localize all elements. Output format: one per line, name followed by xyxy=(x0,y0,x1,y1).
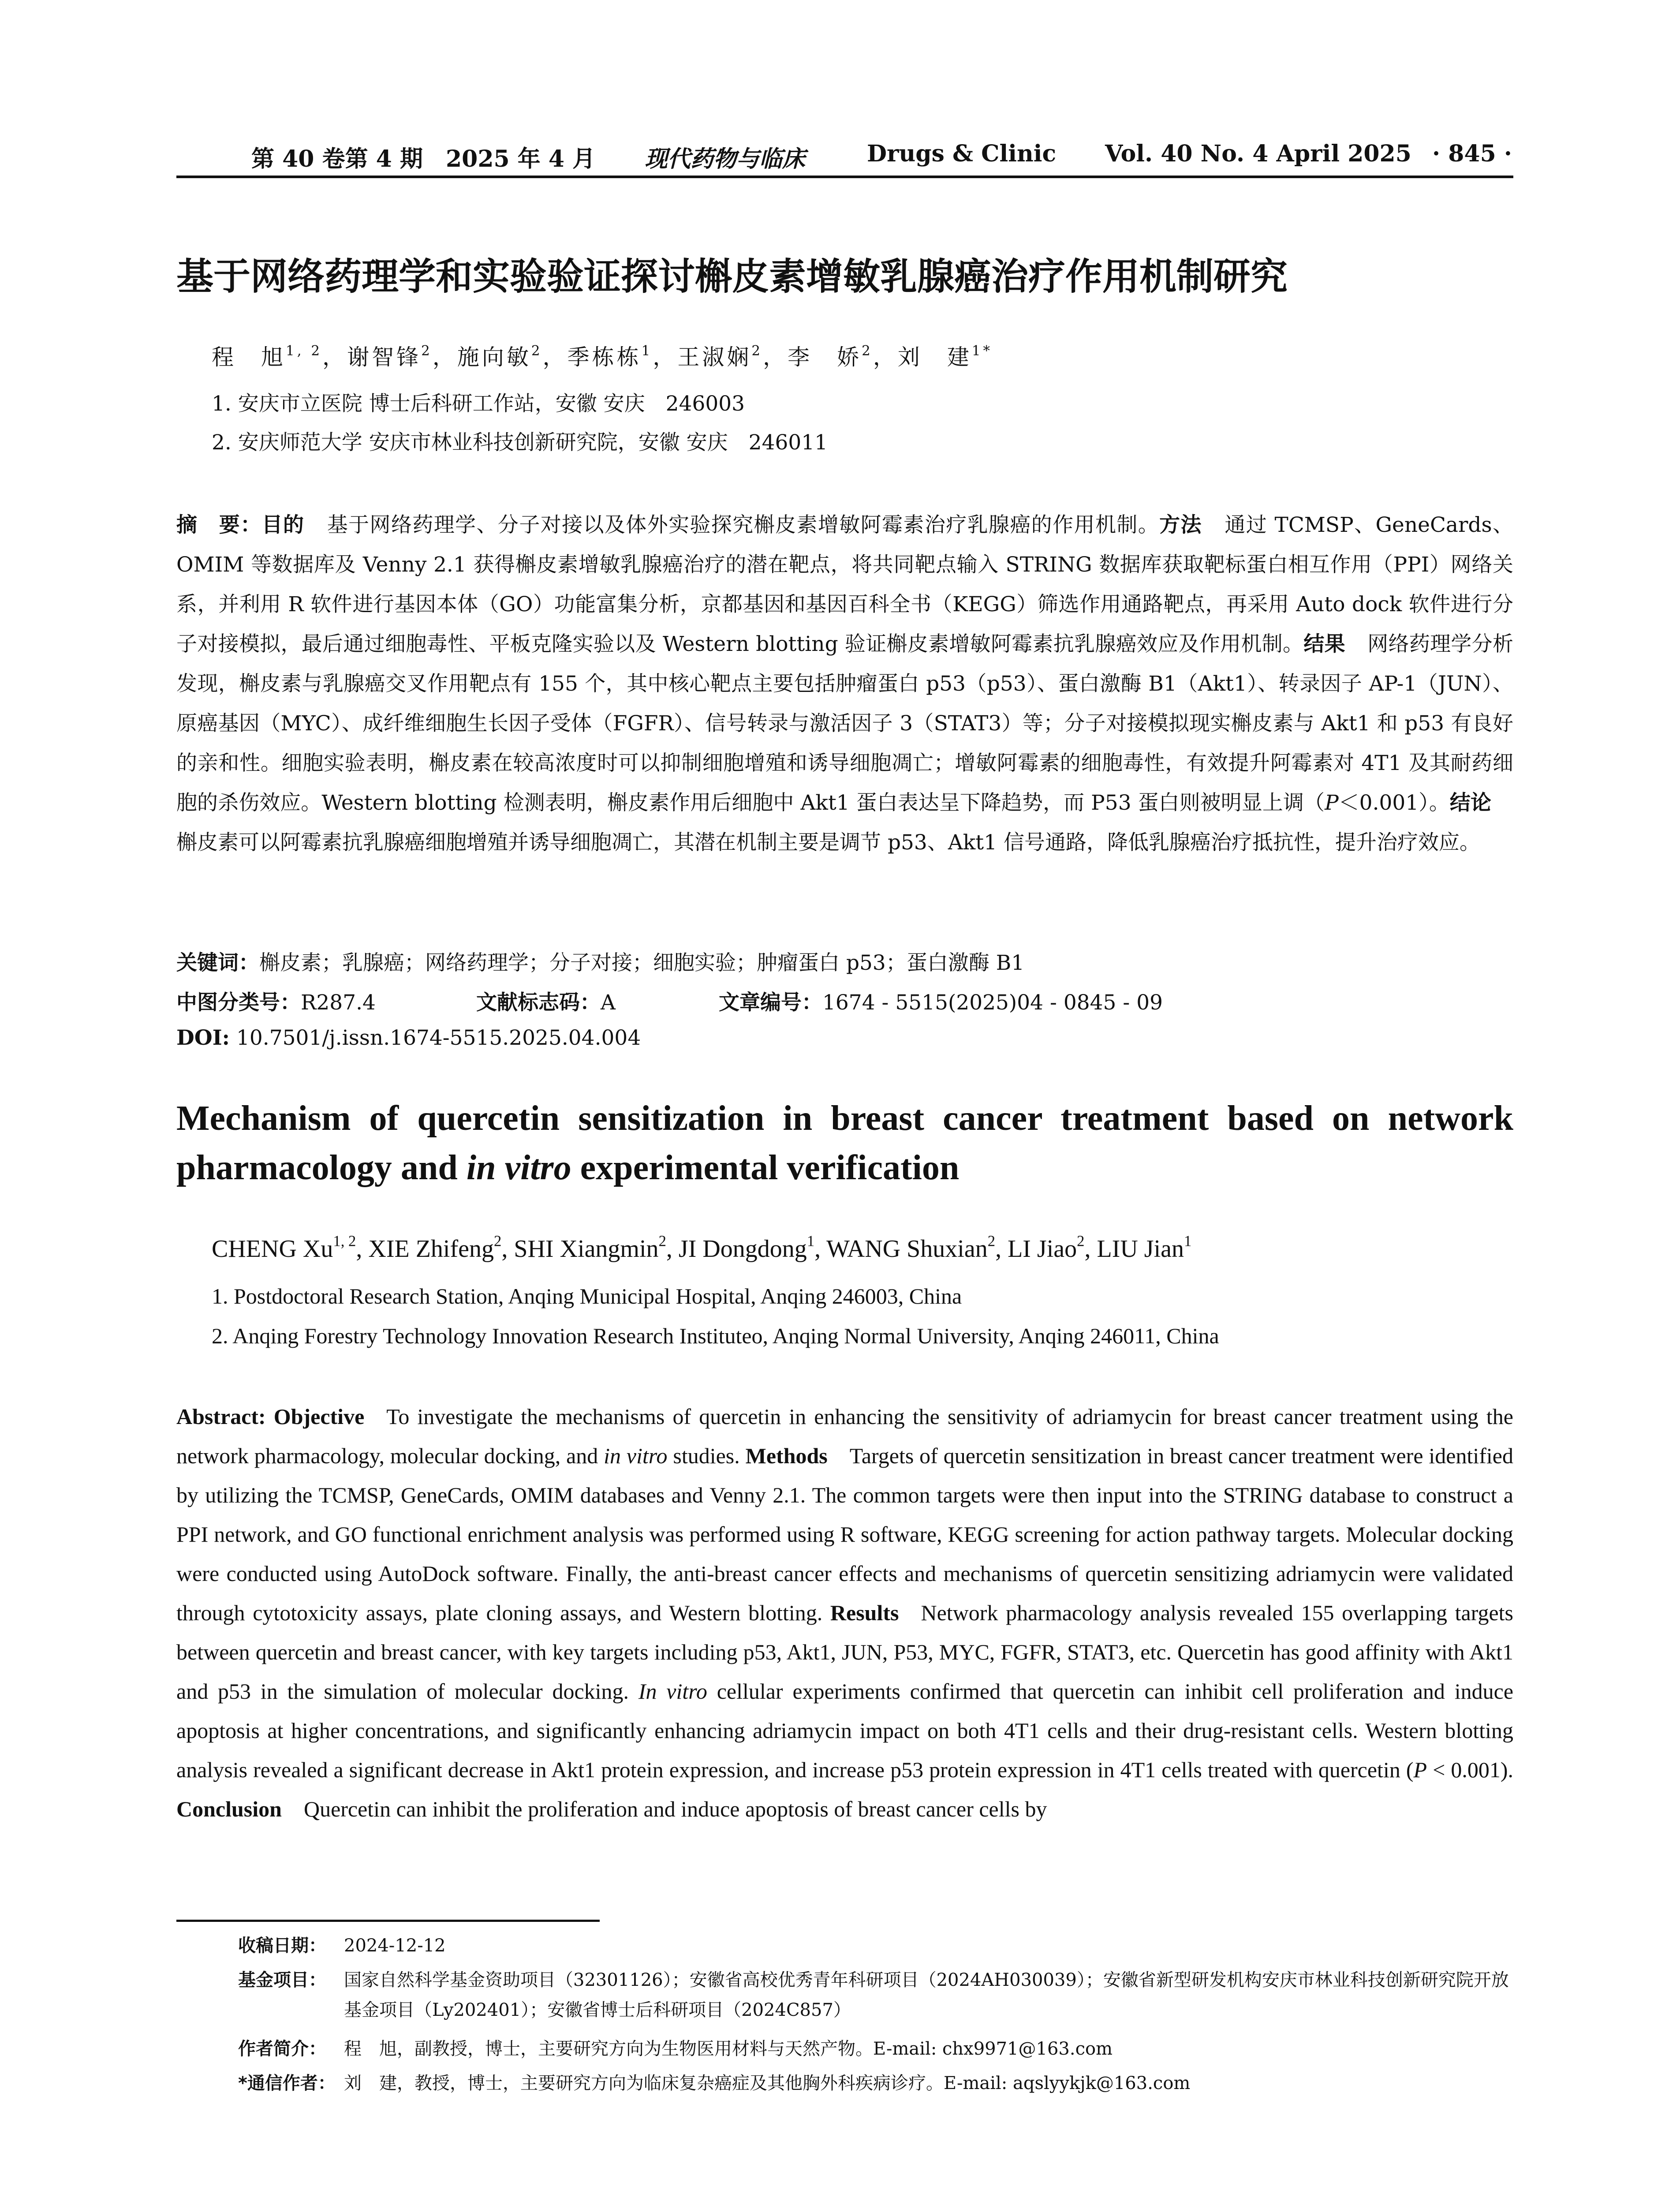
corresponding-text: 刘 建，教授，博士，主要研究方向为临床复杂癌症及其他胸外科疾病诊疗。E-mail: aqslyykjk@163.com xyxy=(344,2073,1191,2093)
cn-author-sep: ， xyxy=(763,344,788,370)
en-results-text: Network pharmacology analysis revealed 155 overlapping targets between quercetin and breast cancer, with key targets including p53, Akt1, JUN, P53, MYC, FGFR, STAT3, etc. Quercetin has good affinity with Akt1 and p53 in the simulation of molecular docking. xyxy=(176,1600,1513,1704)
cn-abstract-label: 摘 要： xyxy=(176,513,262,537)
cn-results-label: 结果 xyxy=(1303,632,1345,656)
en-author-affil: 2 xyxy=(658,1232,666,1250)
cn-results-text: 网络药理学分析发现，槲皮素与乳腺癌交叉作用靶点有 155 个，其中核心靶点主要包括肿瘤蛋白 p53（p53）、蛋白激酶 B1（Akt1）、转录因子 AP-1（JUN）、原癌基因（MYC）、成纤维细胞生长因子受体（FGFR）、信号转录与激活因子 3（STAT3）等；分子对接模拟现实槲皮素与 Akt1 和 p53 有良好的亲和性。细胞实验表明，槲皮素在较高浓度时可以抑制细胞增殖和诱导细胞凋亡；增敏阿霉素的细胞毒性，有效提升阿霉素对 4T1 及其耐药细胞的杀伤效应。Western blotting 检测表明，槲皮素作用后细胞中 Akt1 蛋白表达呈下降趋势，而 P53 蛋白则被明显上调（ xyxy=(176,632,1514,815)
en-title xyxy=(176,1094,1513,1192)
cn-author-sep: ， xyxy=(542,344,567,370)
cn-doc-code-label: 文献标志码： xyxy=(476,990,601,1015)
footnote-author xyxy=(238,2034,1517,2064)
cn-keywords-label: 关键词： xyxy=(176,951,259,975)
en-title-text-end: experimental verification xyxy=(580,1148,959,1187)
cn-methods-label: 方法 xyxy=(1159,513,1202,537)
footnote-corresponding xyxy=(238,2068,1517,2098)
cn-author-affil: 1* xyxy=(971,343,993,359)
en-methods-label: Methods xyxy=(745,1443,828,1468)
en-author-sep: , xyxy=(995,1235,1008,1263)
cn-doi: 10.7501/j.issn.1674-5515.2025.04.004 xyxy=(236,1026,641,1050)
en-title-text: Mechanism of quercetin sensitization in breast cancer treatment based on network pharmacology and xyxy=(176,1099,1513,1187)
en-author-affil: 2 xyxy=(1077,1232,1085,1250)
cn-author: 季栋栋 xyxy=(567,344,642,370)
en-results-italic: In vitro xyxy=(638,1679,707,1704)
cn-author-sep: ， xyxy=(432,344,457,370)
cn-author: 王淑娴 xyxy=(677,344,752,370)
en-results-text-end: < 0.001). xyxy=(1433,1757,1514,1782)
corresponding-label: *通信作者： xyxy=(238,2073,336,2093)
cn-clc-label: 中图分类号： xyxy=(176,990,301,1015)
cn-author: 刘 建 xyxy=(897,344,972,370)
cn-author-sep: ， xyxy=(873,344,898,370)
cn-author-sep: ， xyxy=(322,344,347,370)
en-conclusion-text: Quercetin can inhibit the proliferation and induce apoptosis of breast cancer cells by xyxy=(303,1797,1047,1821)
en-methods-text: Targets of quercetin sensitization in breast cancer treatment were identified by utilizing the TCMSP, GeneCards, OMIM databases and Venny 2.1. The common targets were then input into the STRING database to construct a PPI network, and GO functional enrichment analysis was performed using R software, KEGG screening for action pathway targets. Molecular docking were conducted using AutoDock software. Finally, the anti-breast cancer effects and mechanisms of quercetin sensitizing adriamycin were validated through cytotoxicity assays, plate cloning assays, and Western blotting. xyxy=(176,1443,1513,1625)
en-abstract xyxy=(176,1397,1513,1829)
en-author: CHENG Xu xyxy=(212,1235,333,1263)
en-author-sep: , xyxy=(501,1235,514,1263)
cn-author-affil: 2 xyxy=(862,343,873,359)
cn-author: 李 娇 xyxy=(788,344,862,370)
en-author-sep: , xyxy=(1084,1235,1097,1263)
en-objective-text-end: studies. xyxy=(673,1443,740,1468)
cn-author: 谢智锋 xyxy=(347,344,422,370)
cn-author: 程 旭 xyxy=(212,344,286,370)
cn-author-affil: 2 xyxy=(421,343,433,359)
footnote-fund xyxy=(238,1965,1517,2025)
en-author: JI Dongdong xyxy=(678,1235,807,1263)
en-affiliation-1: 1. Postdoctoral Research Station, Anqing Municipal Hospital, Anqing 246003, China xyxy=(212,1284,962,1308)
en-results-p: P xyxy=(1413,1757,1427,1782)
en-conclusion-label: Conclusion xyxy=(176,1797,282,1821)
fund-text: 国家自然科学基金资助项目（32301126）；安徽省高校优秀青年科研项目（2024AH030039）；安徽省新型研发机构安庆市林业科技创新研究院开放基金项目（Ly202401）；安徽省博士后科研项目（2024C857） xyxy=(344,1970,1509,2020)
cn-article-no-line xyxy=(719,986,1163,1016)
footnote-rule xyxy=(176,1920,600,1922)
en-author-affil: 1 xyxy=(1184,1232,1192,1250)
cn-conclusion-label: 结论 xyxy=(1449,791,1491,815)
en-author-sep: , xyxy=(814,1235,827,1263)
en-affiliation-2: 2. Anqing Forestry Technology Innovation Research Instituteo, Anqing Normal University, Anqing 246011, China xyxy=(212,1323,1219,1348)
cn-conclusion-text: 槲皮素可以阿霉素抗乳腺癌细胞增殖并诱导细胞凋亡，其潜在机制主要是调节 p53、Akt1 信号通路，降低乳腺癌治疗抵抗性，提升治疗效应。 xyxy=(176,830,1480,855)
en-results-label: Results xyxy=(830,1600,899,1625)
en-objective-label: Objective xyxy=(273,1404,365,1429)
author-text: 程 旭，副教授，博士，主要研究方向为生物医用材料与天然产物。E-mail: chx9971@163.com xyxy=(344,2039,1113,2059)
cn-keywords-line xyxy=(176,946,1024,976)
en-abstract-label: Abstract: xyxy=(176,1404,266,1429)
en-author: LIU Jian xyxy=(1097,1235,1184,1263)
cn-methods-text: 通过 TCMSP、GeneCards、OMIM 等数据库及 Venny 2.1 获得槲皮素增敏乳腺癌治疗的潜在靶点，将共同靶点输入 STRING 数据库获取靶标蛋白相互作用（PPI）网络关系，并利用 R 软件进行基因本体（GO）功能富集分析，京都基因和基因百科全书（KEGG）筛选作用通路靶点，再采用 Auto dock 软件进行分子对接模拟，最后通过细胞毒性、平板克隆实验以及 Western blotting 验证槲皮素增敏阿霉素抗乳腺癌效应及作用机制。 xyxy=(176,513,1514,656)
fund-label: 基金项目： xyxy=(238,1970,326,1990)
header-journal-en: Drugs & Clinic xyxy=(867,140,1057,167)
cn-objective-text: 基于网络药理学、分子对接以及体外实验探究槲皮素增敏阿霉素治疗乳腺癌的作用机制。 xyxy=(326,513,1160,537)
cn-affiliation-2: 2. 安庆师范大学 安庆市林业科技创新研究院，安徽 安庆 246011 xyxy=(212,430,828,455)
cn-article-no-label: 文章编号： xyxy=(719,990,822,1015)
en-author: LI Jiao xyxy=(1008,1235,1077,1263)
author-label: 作者简介： xyxy=(238,2039,326,2059)
header-issue-en: Vol. 40 No. 4 April 2025 xyxy=(1105,140,1411,167)
cn-author-affil: 2 xyxy=(531,343,543,359)
cn-author-affil: 1, 2 xyxy=(286,343,323,359)
cn-keywords: 槲皮素；乳腺癌；网络药理学；分子对接；细胞实验；肿瘤蛋白 p53；蛋白激酶 B1 xyxy=(259,951,1025,975)
en-author-affil: 1 xyxy=(806,1232,815,1250)
en-author-affil: 2 xyxy=(493,1232,502,1250)
en-objective-text: To investigate the mechanisms of quercetin in enhancing the sensitivity of adriamycin for breast cancer treatment using the network pharmacology, molecular docking, and xyxy=(176,1404,1513,1468)
cn-authors xyxy=(212,340,993,371)
cn-results-p: P xyxy=(1325,791,1339,815)
header-journal-cn: 现代药物与临床 xyxy=(645,146,806,172)
cn-affiliation-1: 1. 安庆市立医院 博士后科研工作站，安徽 安庆 246003 xyxy=(212,392,745,416)
en-author: XIE Zhifeng xyxy=(368,1235,494,1263)
cn-clc: R287.4 xyxy=(301,990,376,1015)
cn-results-text-end: ＜0.001）。 xyxy=(1338,791,1450,815)
en-authors xyxy=(212,1232,1192,1263)
cn-title: 基于网络药理学和实验验证探讨槲皮素增敏乳腺癌治疗作用机制研究 xyxy=(176,255,1288,298)
cn-classification-line xyxy=(176,986,376,1016)
cn-author: 施向敏 xyxy=(457,344,531,370)
cn-doc-code-line xyxy=(476,986,616,1016)
received-label: 收稿日期： xyxy=(238,1936,326,1956)
cn-doc-code: A xyxy=(601,990,616,1015)
en-title-italic: in vitro xyxy=(466,1148,571,1187)
cn-author-affil: 2 xyxy=(751,343,763,359)
cn-doi-label: DOI: xyxy=(176,1026,230,1050)
header-issue-cn: 第 40 卷第 4 期 2025 年 4 月 xyxy=(251,146,596,172)
en-author-sep: , xyxy=(356,1235,369,1263)
en-author-affil: 1, 2 xyxy=(333,1232,356,1250)
cn-doi-line xyxy=(176,1026,641,1050)
en-author-affil: 2 xyxy=(987,1232,996,1250)
en-author: WANG Shuxian xyxy=(826,1235,988,1263)
header-rule xyxy=(176,176,1513,178)
cn-abstract xyxy=(176,505,1513,863)
header-page-number: · 845 · xyxy=(1432,140,1512,167)
received-date: 2024-12-12 xyxy=(344,1936,446,1956)
en-author-sep: , xyxy=(666,1235,679,1263)
cn-objective-label: 目的 xyxy=(261,513,305,537)
cn-author-affil: 1 xyxy=(641,343,653,359)
cn-article-no: 1674 - 5515(2025)04 - 0845 - 09 xyxy=(822,990,1163,1015)
en-author: SHI Xiangmin xyxy=(514,1235,659,1263)
footnote-received xyxy=(238,1931,1517,1961)
en-results-text-mid: cellular experiments confirmed that quercetin can inhibit cell proliferation and induce apoptosis at higher concentrations, and significantly enhancing adriamycin impact on both 4T1 cells and their drug-resistant cells. Western blotting analysis revealed a significant decrease in Akt1 protein expression, and increase p53 protein expression in 4T1 cells treated with quercetin ( xyxy=(176,1679,1514,1782)
cn-author-sep: ， xyxy=(653,344,678,370)
en-objective-italic: in vitro xyxy=(604,1443,668,1468)
